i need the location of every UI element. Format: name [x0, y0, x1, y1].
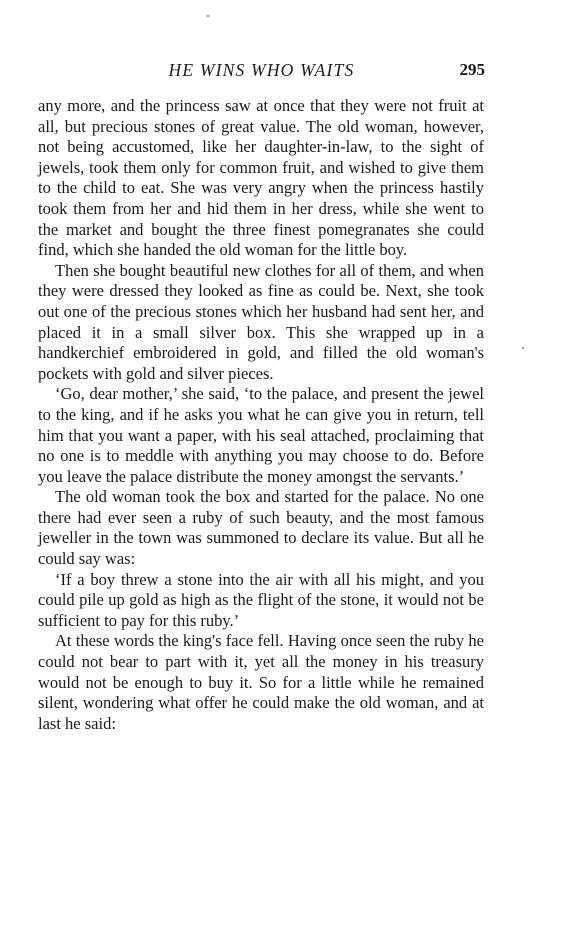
paragraph: any more, and the princess saw at once that they were not fruit at all, but precious stones of great value. The old woman, however, not being accustomed, like her daughter-in-law, to the sight of jewels, took them only for common fruit, and wished to give them to the child to eat. She was very angry when the princess hastily took them from her and hid them in her dress, while she went to the market and bought the three finest pomegranates she could find, which she handed the old woman for the little boy. [38, 96, 484, 260]
paragraph: The old woman took the box and started for the palace. No one there had ever seen a ruby of such beauty, and the most famous jeweller in the town was summoned to declare its value. But all he could say was: [38, 487, 484, 569]
print-speck [207, 15, 209, 17]
paragraph: Then she bought beautiful new clothes for all of them, and when they were dressed they looked as fine as could be. Next, she took out one of the precious stones which her husband had sent her, and placed it in a small silver box. This she wrapped up in a handkerchief embroidered in gold, and filled the old woman's pockets with gold and silver pieces. [38, 260, 484, 383]
page-number: 295 [459, 60, 485, 79]
page-header [38, 58, 485, 82]
body-text [38, 96, 484, 734]
paragraph: ‘Go, dear mother,’ she said, ‘to the palace, and present the jewel to the king, and if he asks you what he can give you in return, tell him that you want a paper, with his seal attached, proclaiming that no one is to meddle with anything you may choose to do. Before you leave the palace distribute the money amongst the servants.’ [38, 384, 484, 486]
running-title: HE WINS WHO WAITS [168, 60, 355, 80]
paragraph: At these words the king's face fell. Having once seen the ruby he could not bear to part with it, yet all the money in his treasury would not be enough to buy it. So for a little while he remained silent, wondering what offer he could make the old woman, and at last he said: [38, 631, 484, 733]
print-speck [522, 347, 524, 349]
paragraph: ‘If a boy threw a stone into the air with all his might, and you could pile up gold as high as the flight of the stone, it would not be sufficient to pay for this ruby.’ [38, 569, 484, 630]
